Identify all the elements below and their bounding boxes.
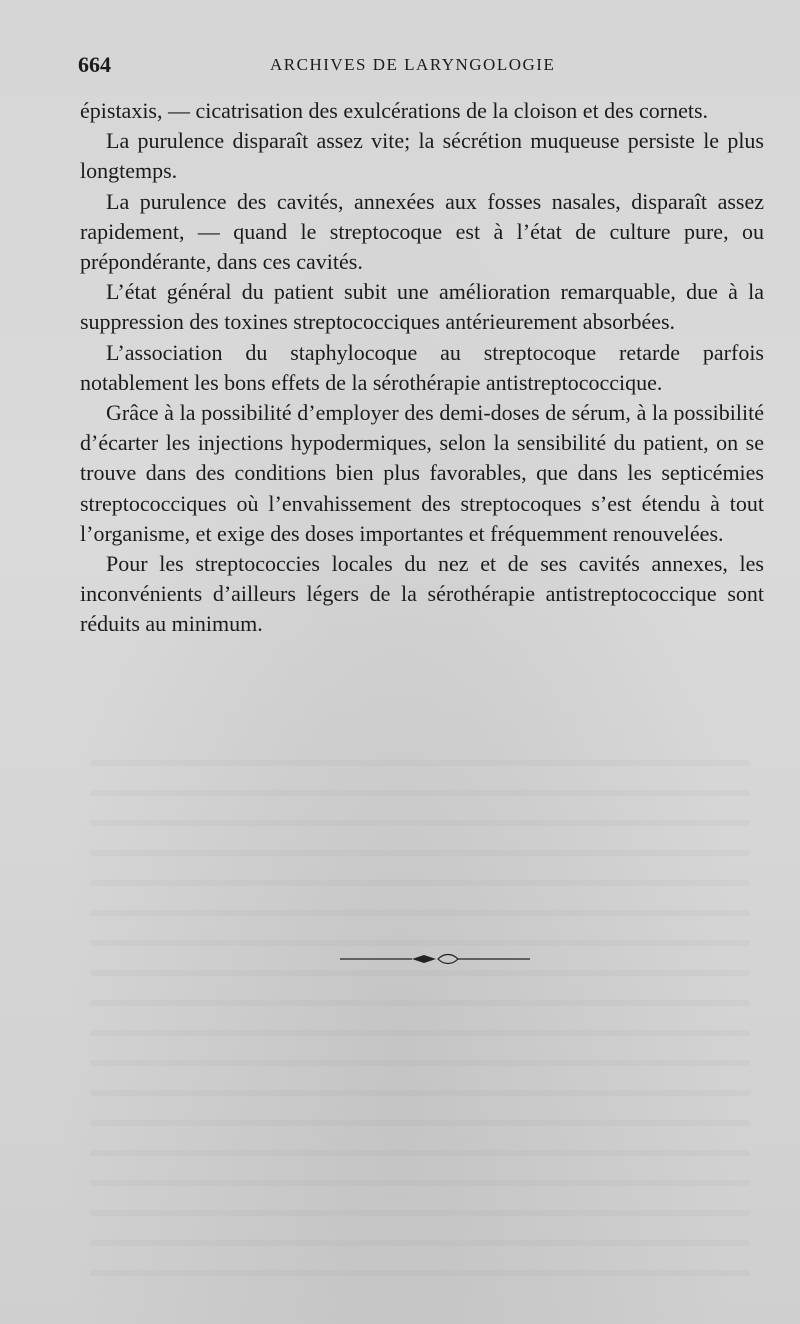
paragraph: L’état général du patient subit une amélioration remarquable, due à la suppression des toxines streptococciques antérieurement absorbées.: [80, 279, 764, 335]
section-end-ornament-icon: [340, 950, 530, 968]
page-header: [78, 52, 768, 78]
paragraph: La purulence des cavités, annexées aux fosses nasales, disparaît assez rapidement, — quand le streptocoque est à l’état de culture pure, ou prépondérante, dans ces cavités.: [80, 188, 764, 275]
page-number: 664: [78, 52, 111, 77]
paragraph: Pour les streptococcies locales du nez et de ses cavités annexes, les inconvénients d’ailleurs légers de la sérothérapie antistreptococcique sont réduits au minimum.: [80, 551, 764, 637]
body-text: [80, 96, 764, 640]
paragraph: épistaxis, — cicatrisation des exulcérations de la cloison et des cornets.: [80, 98, 709, 123]
paragraph: La purulence disparaît assez vite; la sécrétion muqueuse persiste le plus longtemps.: [80, 128, 764, 184]
running-head: ARCHIVES DE LARYNGOLOGIE: [270, 55, 556, 74]
paragraph: L’association du staphylocoque au streptocoque retarde parfois notablement les bons effets de la sérothérapie antistreptococcique.: [80, 339, 764, 395]
paragraph: Grâce à la possibilité d’employer des demi-doses de sérum, à la possibilité d’écarter les injections hypodermiques, selon la sensibilité du patient, on se trouve dans des conditions bien plus favorables, que dans les septicémies streptococciques où l’envahissement des streptocoques s’est étendu à tout l’organisme, et exige des doses importantes et fréquemment renouvelées.: [80, 400, 764, 546]
show-through-texture: [90, 760, 750, 1280]
